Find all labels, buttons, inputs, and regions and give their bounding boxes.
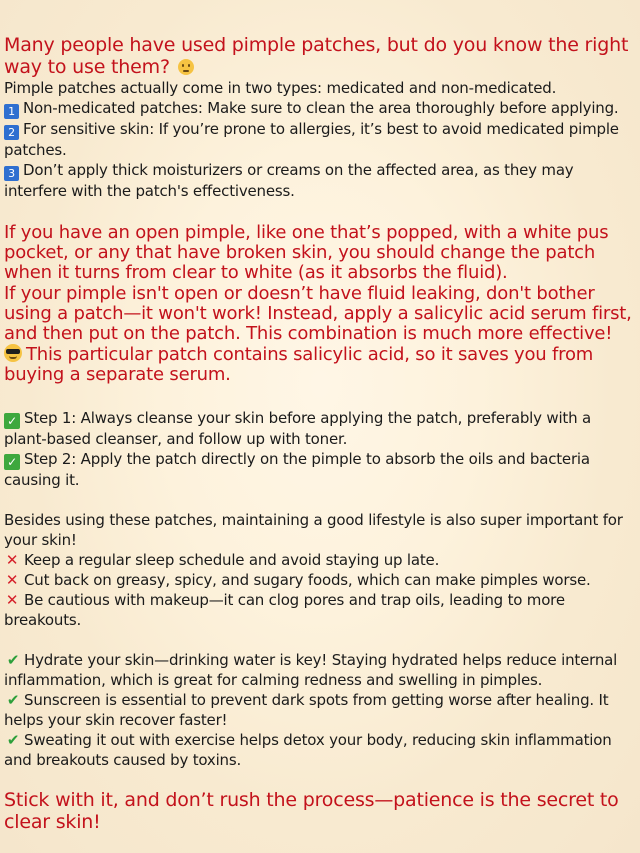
title-heading (4, 34, 636, 78)
red-paragraph-2: If your pimple isn't open or doesn’t have fluid leaking, don't bother using a patch—it won't work! Instead, apply a salicylic acid serum first, and then put on the patch. This combination is much more effective! (4, 282, 632, 345)
numbered-item (4, 98, 636, 119)
sunglasses-face-icon (4, 344, 22, 362)
intro-text: Pimple patches actually come in two types: medicated and non-medicated. (4, 79, 557, 97)
avoid-item-text: Keep a regular sleep schedule and avoid staying up late. (24, 550, 440, 569)
good-item (4, 650, 636, 690)
numbered-item-text: For sensitive skin: If you’re prone to allergies, it’s best to avoid medicated pimple patches. (4, 120, 619, 159)
red-paragraph-1: If you have an open pimple, like one that’s popped, with a white pus pocket, or any that have broken skin, you should change the patch when it turns from clear to white (as it absorbs the fluid). (4, 222, 609, 284)
avoid-item (4, 550, 636, 570)
check-box-icon: ✓ (4, 413, 20, 429)
red-paragraph-3 (4, 344, 636, 385)
step-text: Step 1: Always cleanse your skin before applying the patch, preferably with a plant-based cleanser, and follow up with toner. (4, 408, 591, 448)
check-mark-icon: ✔ (6, 730, 20, 749)
thinking-face-icon (178, 59, 194, 75)
step-item (4, 449, 636, 490)
numbered-item-text: Don’t apply thick moisturizers or creams on the affected area, as they may interfere with the patch's effectiveness. (4, 161, 574, 200)
number-1-icon: 1 (4, 104, 19, 119)
step-item (4, 408, 636, 449)
check-box-icon: ✓ (4, 454, 20, 470)
avoid-item-text: Cut back on greasy, spicy, and sugary foods, which can make pimples worse. (24, 570, 591, 589)
number-2-icon: 2 (4, 125, 19, 140)
red-paragraph-3-text: This particular patch contains salicylic acid, so it saves you from buying a separate serum. (4, 344, 594, 386)
avoid-item (4, 590, 636, 630)
good-item-text: Sunscreen is essential to prevent dark spots from getting worse after healing. It helps your skin recover faster! (4, 690, 609, 729)
cross-mark-icon: ✕ (5, 590, 19, 609)
good-item (4, 690, 636, 730)
good-item (4, 730, 636, 770)
numbered-item (4, 160, 636, 201)
good-item-text: Hydrate your skin—drinking water is key! Staying hydrated helps reduce internal inflammation, which is great for calming redness and swelling in pimples. (4, 650, 618, 689)
check-mark-icon: ✔ (6, 690, 20, 709)
good-item-text: Sweating it out with exercise helps detox your body, reducing skin inflammation and breakouts caused by toxins. (4, 730, 612, 769)
check-mark-icon: ✔ (6, 650, 20, 669)
number-3-icon: 3 (4, 166, 19, 181)
avoid-item-text: Be cautious with makeup—it can clog pores and trap oils, leading to more breakouts. (4, 590, 565, 629)
step-text: Step 2: Apply the patch directly on the pimple to absorb the oils and bacteria causing it. (4, 449, 590, 489)
closing-text: Stick with it, and don’t rush the process—patience is the secret to clear skin! (4, 788, 619, 833)
avoid-item (4, 570, 636, 590)
lifestyle-intro: Besides using these patches, maintaining a good lifestyle is also super important for your skin! (4, 510, 623, 549)
cross-mark-icon: ✕ (5, 570, 19, 589)
numbered-item-text: Non-medicated patches: Make sure to clean the area thoroughly before applying. (23, 99, 619, 117)
title-text: Many people have used pimple patches, but do you know the right way to use them? (4, 34, 629, 78)
cross-mark-icon: ✕ (5, 550, 19, 569)
numbered-item (4, 119, 636, 160)
